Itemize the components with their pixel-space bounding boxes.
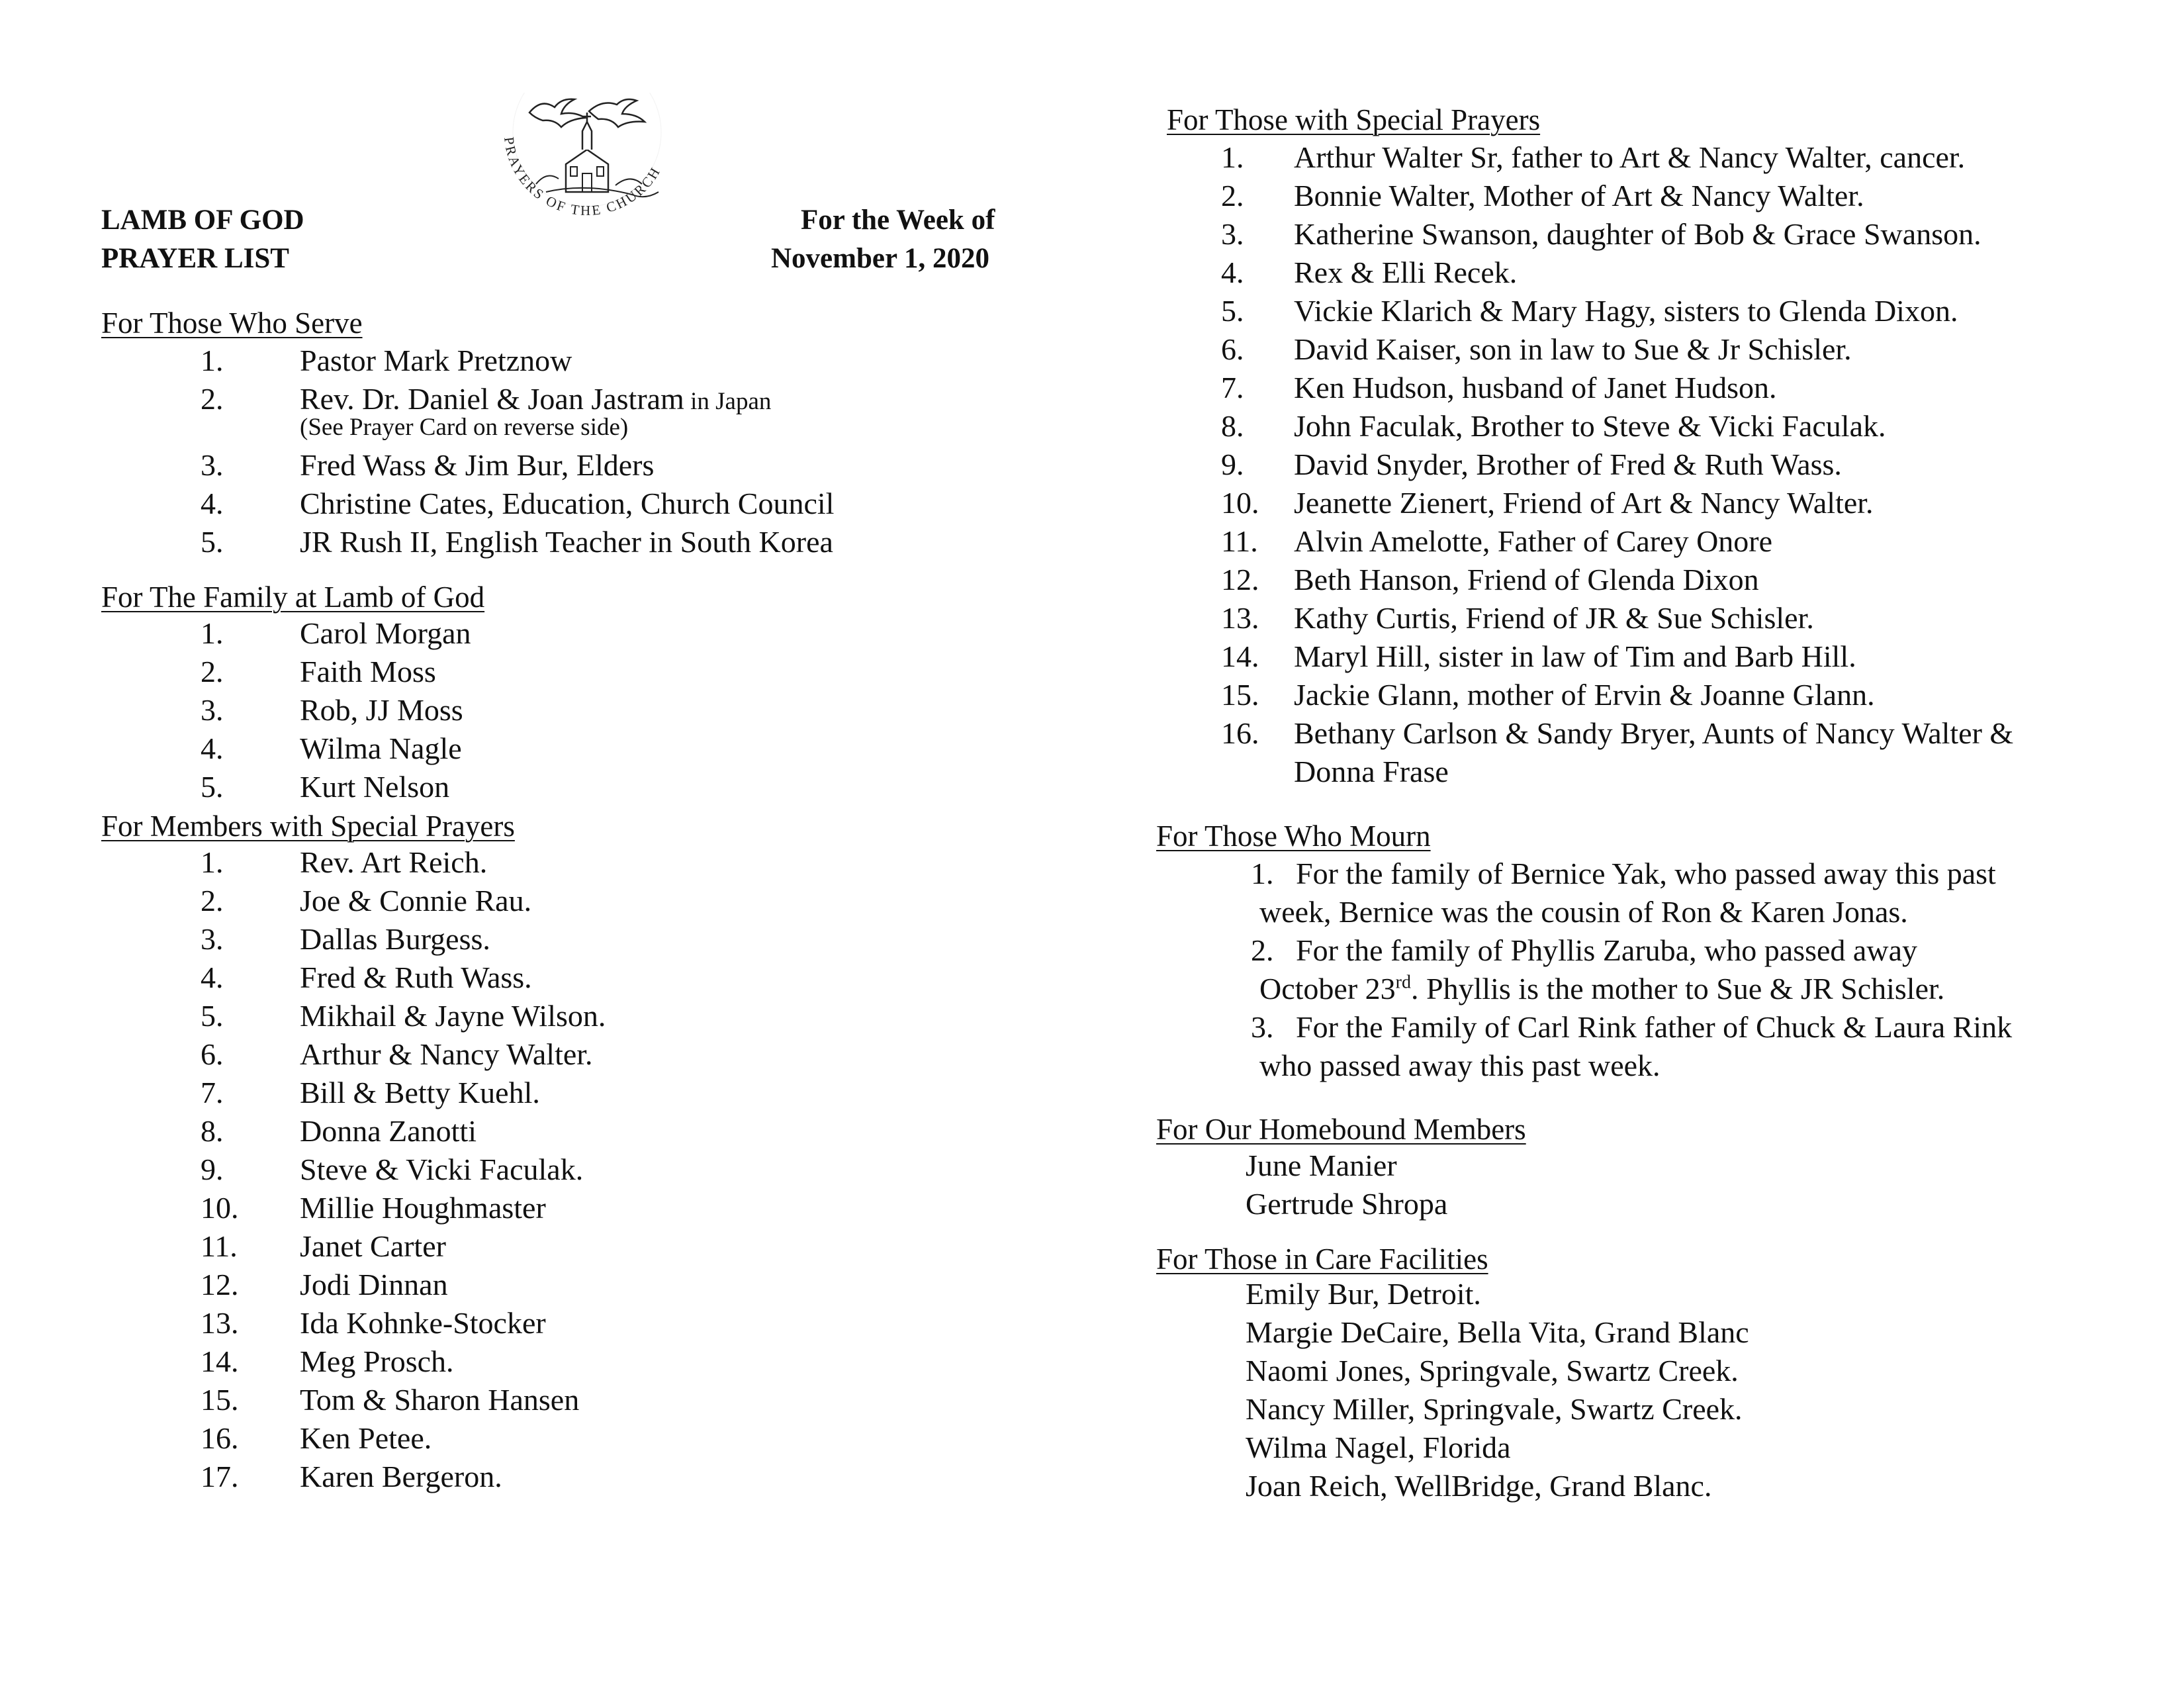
item-text	[1294, 447, 1842, 482]
week-label: For the Week of	[801, 205, 995, 236]
item-number: 12.	[201, 1268, 239, 1301]
item-number: 3.	[201, 448, 224, 482]
item-date-suffix: rd	[1395, 972, 1411, 993]
church-dove-icon	[490, 93, 682, 225]
item-main-text: Arthur Walter Sr, father to Art & Nancy Walter, cancer.	[1294, 140, 1966, 174]
item-text	[300, 1459, 502, 1494]
item-text	[300, 654, 436, 689]
item-text	[1294, 716, 2013, 751]
item-number: 8.	[201, 1114, 224, 1148]
item-text	[300, 447, 654, 483]
item-number: 6.	[1221, 332, 1244, 366]
item-text	[1294, 370, 1777, 405]
item-number: 1.	[201, 616, 224, 650]
item-text	[1294, 639, 1856, 674]
item-number: 14.	[1221, 639, 1259, 673]
item-text	[300, 1305, 546, 1340]
item-main-text: Faith Moss	[300, 655, 436, 688]
item-number: 11.	[1221, 524, 1258, 558]
item-text	[300, 1113, 477, 1149]
item-number: 13.	[201, 1306, 239, 1340]
item-number: 5.	[201, 999, 224, 1033]
item-main-text: Alvin Amelotte, Father of Carey Onore	[1294, 524, 1773, 558]
item-main-text: Beth Hanson, Friend of Glenda Dixon	[1294, 563, 1759, 596]
list-title: PRAYER LIST	[101, 243, 289, 274]
item-text	[1294, 677, 1875, 712]
item-main-text: Maryl Hill, sister in law of Tim and Barb Hill.	[1294, 639, 1856, 673]
item-main-text: Fred Wass & Jim Bur, Elders	[300, 448, 655, 482]
item-text: For the Family of Carl Rink father of Chuck & Laura Rink	[1296, 1010, 2013, 1044]
item-main-text: Ken Petee.	[300, 1421, 432, 1455]
care-facility-entry: Emily Bur, Detroit.	[1246, 1277, 1481, 1311]
item-number: 5.	[1221, 294, 1244, 328]
item-text	[1294, 293, 1958, 328]
item-number: 2.	[201, 382, 224, 416]
item-main-text: Karen Bergeron.	[300, 1460, 502, 1493]
section-title-serve: For Those Who Serve	[101, 306, 363, 340]
item-number: 1.	[201, 845, 224, 879]
item-main-text: Katherine Swanson, daughter of Bob & Grace Swanson.	[1294, 217, 1981, 251]
item-main-text: Ken Hudson, husband of Janet Hudson.	[1294, 371, 1777, 404]
item-number: 5.	[201, 525, 224, 559]
homebound-member: Gertrude Shropa	[1246, 1187, 1448, 1221]
item-continuation: who passed away this past week.	[1259, 1049, 1661, 1082]
item-main-text: Bonnie Walter, Mother of Art & Nancy Walter.	[1294, 179, 1864, 212]
item-number: 15.	[201, 1383, 239, 1417]
section-title-family: For The Family at Lamb of God	[101, 581, 485, 614]
item-number: 3.	[201, 922, 224, 956]
item-number: 2.	[1251, 933, 1274, 967]
item-main-text: Mikhail & Jayne Wilson.	[300, 999, 606, 1033]
item-main-text: Rev. Art Reich.	[300, 845, 488, 879]
item-text	[300, 960, 532, 995]
item-number: 4.	[1221, 256, 1244, 289]
item-main-text: Carol Morgan	[300, 616, 471, 650]
section-title-special: For Those with Special Prayers	[1167, 103, 1541, 136]
item-number: 4.	[201, 731, 224, 765]
item-text	[300, 486, 834, 521]
logo-text: PRAYERS OF THE CHURCH	[501, 136, 664, 219]
item-number: 13.	[1221, 601, 1259, 635]
item-text	[300, 616, 471, 651]
item-text	[1294, 216, 1981, 252]
item-text	[300, 343, 572, 378]
item-text	[300, 1152, 583, 1187]
item-text	[300, 1037, 593, 1072]
item-number: 7.	[1221, 371, 1244, 404]
item-continuation: Donna Frase	[1294, 755, 1449, 788]
item-main-text: Jackie Glann, mother of Ervin & Joanne Glann.	[1294, 678, 1875, 712]
item-main-text: David Kaiser, son in law to Sue & Jr Schisler.	[1294, 332, 1852, 366]
item-number: 8.	[1221, 409, 1244, 443]
item-main-text: Donna Zanotti	[300, 1114, 477, 1148]
item-continuation	[1259, 971, 1944, 1006]
item-number: 5.	[201, 770, 224, 804]
item-number: 4.	[201, 487, 224, 520]
item-main-text: Kathy Curtis, Friend of JR & Sue Schisler.	[1294, 601, 1814, 635]
item-number: 3.	[1221, 217, 1244, 251]
item-text	[1294, 485, 1874, 520]
item-main-text: Fred & Ruth Wass.	[300, 961, 532, 994]
item-rest-text: . Phyllis is the mother to Sue & JR Schisler.	[1410, 972, 1945, 1006]
item-main-text: Janet Carter	[300, 1229, 446, 1263]
item-main-text: Ida Kohnke-Stocker	[300, 1306, 546, 1340]
item-text	[1294, 562, 1759, 597]
item-text	[300, 883, 531, 918]
item-text	[1294, 332, 1852, 367]
item-text	[1294, 178, 1864, 213]
item-main-text: Rev. Dr. Daniel & Joan Jastram	[300, 382, 684, 416]
section-title-homebound: For Our Homebound Members	[1156, 1113, 1526, 1146]
item-text	[1294, 600, 1814, 635]
item-number: 1.	[1221, 140, 1244, 174]
item-text	[300, 1075, 540, 1110]
item-main-text: Rex & Elli Recek.	[1294, 256, 1518, 289]
item-number: 7.	[201, 1076, 224, 1109]
item-text	[300, 1267, 448, 1302]
item-text	[1294, 524, 1772, 559]
item-main-text: Rob, JJ Moss	[300, 693, 463, 727]
item-number: 9.	[201, 1152, 224, 1186]
item-main-text: Meg Prosch.	[300, 1344, 454, 1378]
item-text	[300, 845, 487, 880]
item-text	[1294, 255, 1517, 290]
item-main-text: Kurt Nelson	[300, 770, 450, 804]
item-continuation: week, Bernice was the cousin of Ron & Karen Jonas.	[1259, 895, 1908, 929]
prayers-of-the-church-logo	[490, 93, 682, 225]
care-facility-entry: Joan Reich, WellBridge, Grand Blanc.	[1246, 1469, 1712, 1503]
item-text	[1294, 408, 1886, 444]
item-main-text: Tom & Sharon Hansen	[300, 1383, 580, 1417]
item-date-text: October 23	[1259, 972, 1396, 1006]
item-text	[300, 381, 771, 416]
item-number: 1.	[1251, 857, 1274, 890]
item-text: For the family of Phyllis Zaruba, who passed away	[1296, 933, 1917, 967]
item-main-text: Steve & Vicki Faculak.	[300, 1152, 584, 1186]
item-number: 9.	[1221, 447, 1244, 481]
item-number: 1.	[201, 344, 224, 377]
item-main-text: Jodi Dinnan	[300, 1268, 448, 1301]
item-text	[300, 692, 463, 727]
item-number: 17.	[201, 1460, 239, 1493]
section-title-care: For Those in Care Facilities	[1156, 1243, 1488, 1276]
item-text	[300, 731, 462, 766]
item-number: 4.	[201, 961, 224, 994]
item-main-text: Pastor Mark Pretznow	[300, 344, 572, 377]
item-number: 2.	[201, 884, 224, 917]
item-number: 16.	[1221, 716, 1259, 750]
item-main-text: John Faculak, Brother to Steve & Vicki Faculak.	[1294, 409, 1886, 443]
item-text	[300, 769, 449, 804]
care-facility-entry: Margie DeCaire, Bella Vita, Grand Blanc	[1246, 1315, 1749, 1349]
item-number: 16.	[201, 1421, 239, 1455]
item-number: 2.	[1221, 179, 1244, 212]
item-text	[300, 998, 606, 1033]
item-number: 11.	[201, 1229, 238, 1263]
care-facility-entry: Wilma Nagel, Florida	[1246, 1430, 1511, 1464]
item-suffix-text: in Japan	[684, 388, 772, 415]
section-title-mourn: For Those Who Mourn	[1156, 820, 1431, 853]
care-facility-entry: Naomi Jones, Springvale, Swartz Creek.	[1246, 1354, 1739, 1387]
item-number: 3.	[1251, 1010, 1274, 1044]
item-main-text: Arthur & Nancy Walter.	[300, 1037, 593, 1071]
item-text	[300, 921, 490, 957]
item-text	[300, 1190, 546, 1225]
item-number: 6.	[201, 1037, 224, 1071]
item-text	[300, 1421, 432, 1456]
care-facility-entry: Nancy Miller, Springvale, Swartz Creek.	[1246, 1392, 1743, 1426]
item-text	[300, 524, 833, 559]
item-number: 15.	[1221, 678, 1259, 712]
item-number: 14.	[201, 1344, 239, 1378]
item-main-text: Dallas Burgess.	[300, 922, 490, 956]
item-main-text: Joe & Connie Rau.	[300, 884, 532, 917]
section-title-members: For Members with Special Prayers	[101, 810, 515, 843]
item-main-text: Bill & Betty Kuehl.	[300, 1076, 540, 1109]
item-text: For the family of Bernice Yak, who passed away this past	[1296, 857, 1996, 890]
item-number: 10.	[1221, 486, 1259, 520]
item-main-text: Vickie Klarich & Mary Hagy, sisters to Glenda Dixon.	[1294, 294, 1958, 328]
item-main-text: Christine Cates, Education, Church Council	[300, 487, 835, 520]
item-main-text: Wilma Nagle	[300, 731, 462, 765]
item-main-text: Bethany Carlson & Sandy Bryer, Aunts of Nancy Walter &	[1294, 716, 2014, 750]
week-date: November 1, 2020	[771, 243, 990, 274]
homebound-member: June Manier	[1246, 1149, 1397, 1182]
item-text	[300, 1229, 446, 1264]
item-main-text: David Snyder, Brother of Fred & Ruth Wass.	[1294, 447, 1842, 481]
item-main-text: Jeanette Zienert, Friend of Art & Nancy Walter.	[1294, 486, 1874, 520]
item-main-text: Millie Houghmaster	[300, 1191, 546, 1225]
item-text	[300, 1382, 579, 1417]
item-main-text: JR Rush II, English Teacher in South Korea	[300, 525, 833, 559]
church-name: LAMB OF GOD	[101, 205, 304, 236]
item-number: 3.	[201, 693, 224, 727]
item-text	[300, 1344, 454, 1379]
item-number: 10.	[201, 1191, 239, 1225]
item-text	[1294, 140, 1965, 175]
item-number: 12.	[1221, 563, 1259, 596]
item-note: (See Prayer Card on reverse side)	[300, 414, 629, 441]
item-number: 2.	[201, 655, 224, 688]
